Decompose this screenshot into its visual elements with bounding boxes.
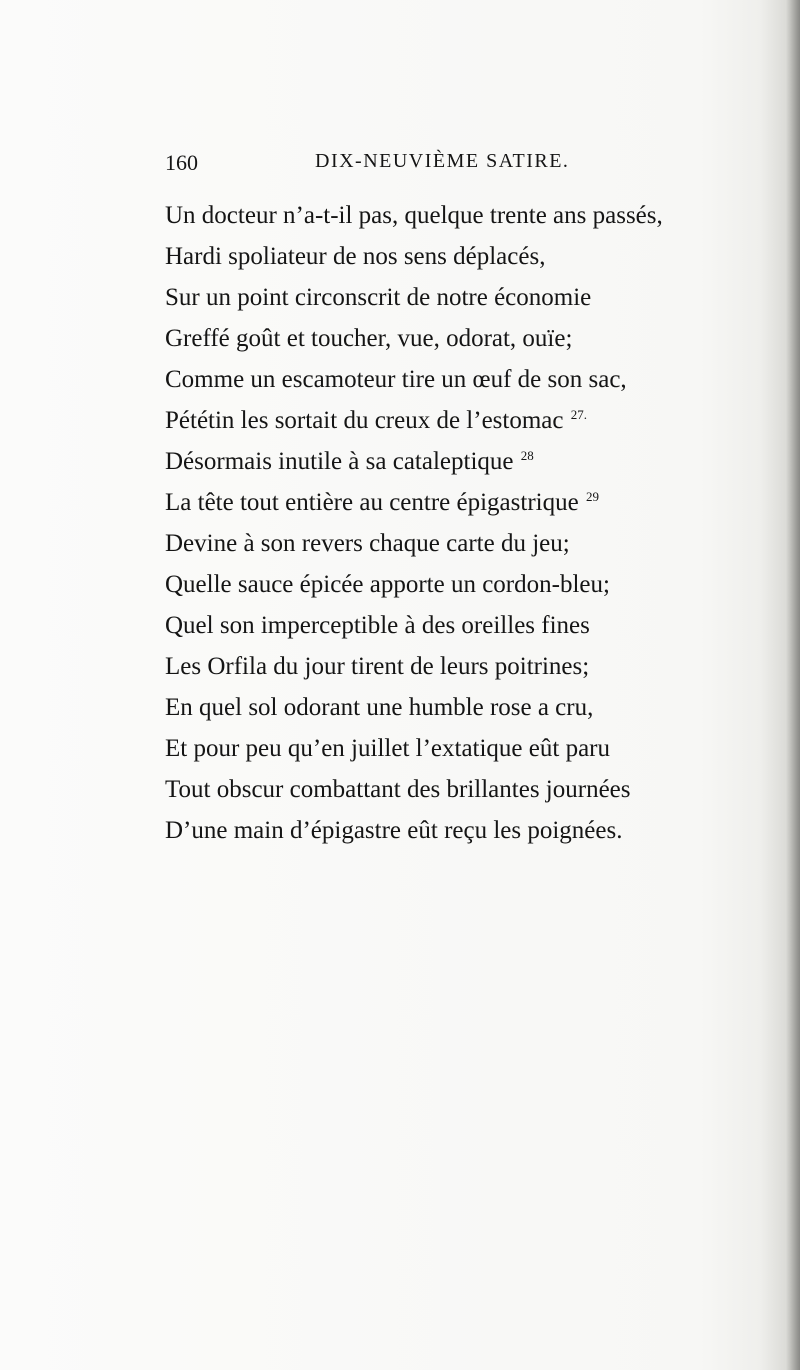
verse-text: Greffé goût et toucher, vue, odorat, ouïe; (165, 325, 573, 352)
verse-line (165, 810, 725, 851)
verse-line (165, 605, 725, 646)
page-edge-shadow (786, 0, 800, 1370)
footnote-ref: 29 (585, 488, 599, 504)
verse-text: Pététin les sortait du creux de l’estomac (165, 407, 564, 434)
verse-line (165, 564, 725, 605)
verse-line (165, 523, 725, 564)
verse-line (165, 195, 725, 236)
verse-line (165, 277, 725, 318)
verse-text: Sur un point circonscrit de notre économie (165, 284, 592, 311)
verse-text: Devine à son revers chaque carte du jeu; (165, 530, 570, 557)
verse-text: D’une main d’épigastre eût reçu les poignées. (165, 817, 623, 844)
verse-text: Quel son imperceptible à des oreilles fines (165, 612, 590, 639)
verse-text: Tout obscur combattant des brillantes journées (165, 776, 631, 803)
footnote-ref: 27. (570, 406, 587, 422)
verse-line (165, 318, 725, 359)
verse-line (165, 728, 725, 769)
poem-stanza (165, 195, 725, 851)
verse-text: Et pour peu qu’en juillet l’extatique eût paru (165, 735, 610, 762)
verse-line (165, 769, 725, 810)
verse-line (165, 687, 725, 728)
verse-text: Hardi spoliateur de nos sens déplacés, (165, 243, 546, 270)
verse-line (165, 646, 725, 687)
verse-text: Désormais inutile à sa cataleptique (165, 448, 514, 475)
verse-text: Quelle sauce épicée apporte un cordon-bleu; (165, 571, 610, 598)
verse-text: En quel sol odorant une humble rose a cru, (165, 694, 594, 721)
verse-line (165, 400, 725, 441)
verse-text: Un docteur n’a-t-il pas, quelque trente ans passés, (165, 202, 663, 229)
verse-line (165, 236, 725, 277)
verse-text: La tête tout entière au centre épigastrique (165, 489, 579, 516)
verse-text: Les Orfila du jour tirent de leurs poitrines; (165, 653, 590, 680)
page-header (165, 150, 705, 180)
footnote-ref: 28 (520, 447, 534, 463)
verse-line (165, 482, 725, 523)
verse-line (165, 359, 725, 400)
verse-text: Comme un escamoteur tire un œuf de son sac, (165, 366, 627, 393)
page-number: 160 (165, 150, 198, 175)
verse-line (165, 441, 725, 482)
running-title: DIX-NEUVIÈME SATIRE. (315, 150, 570, 172)
